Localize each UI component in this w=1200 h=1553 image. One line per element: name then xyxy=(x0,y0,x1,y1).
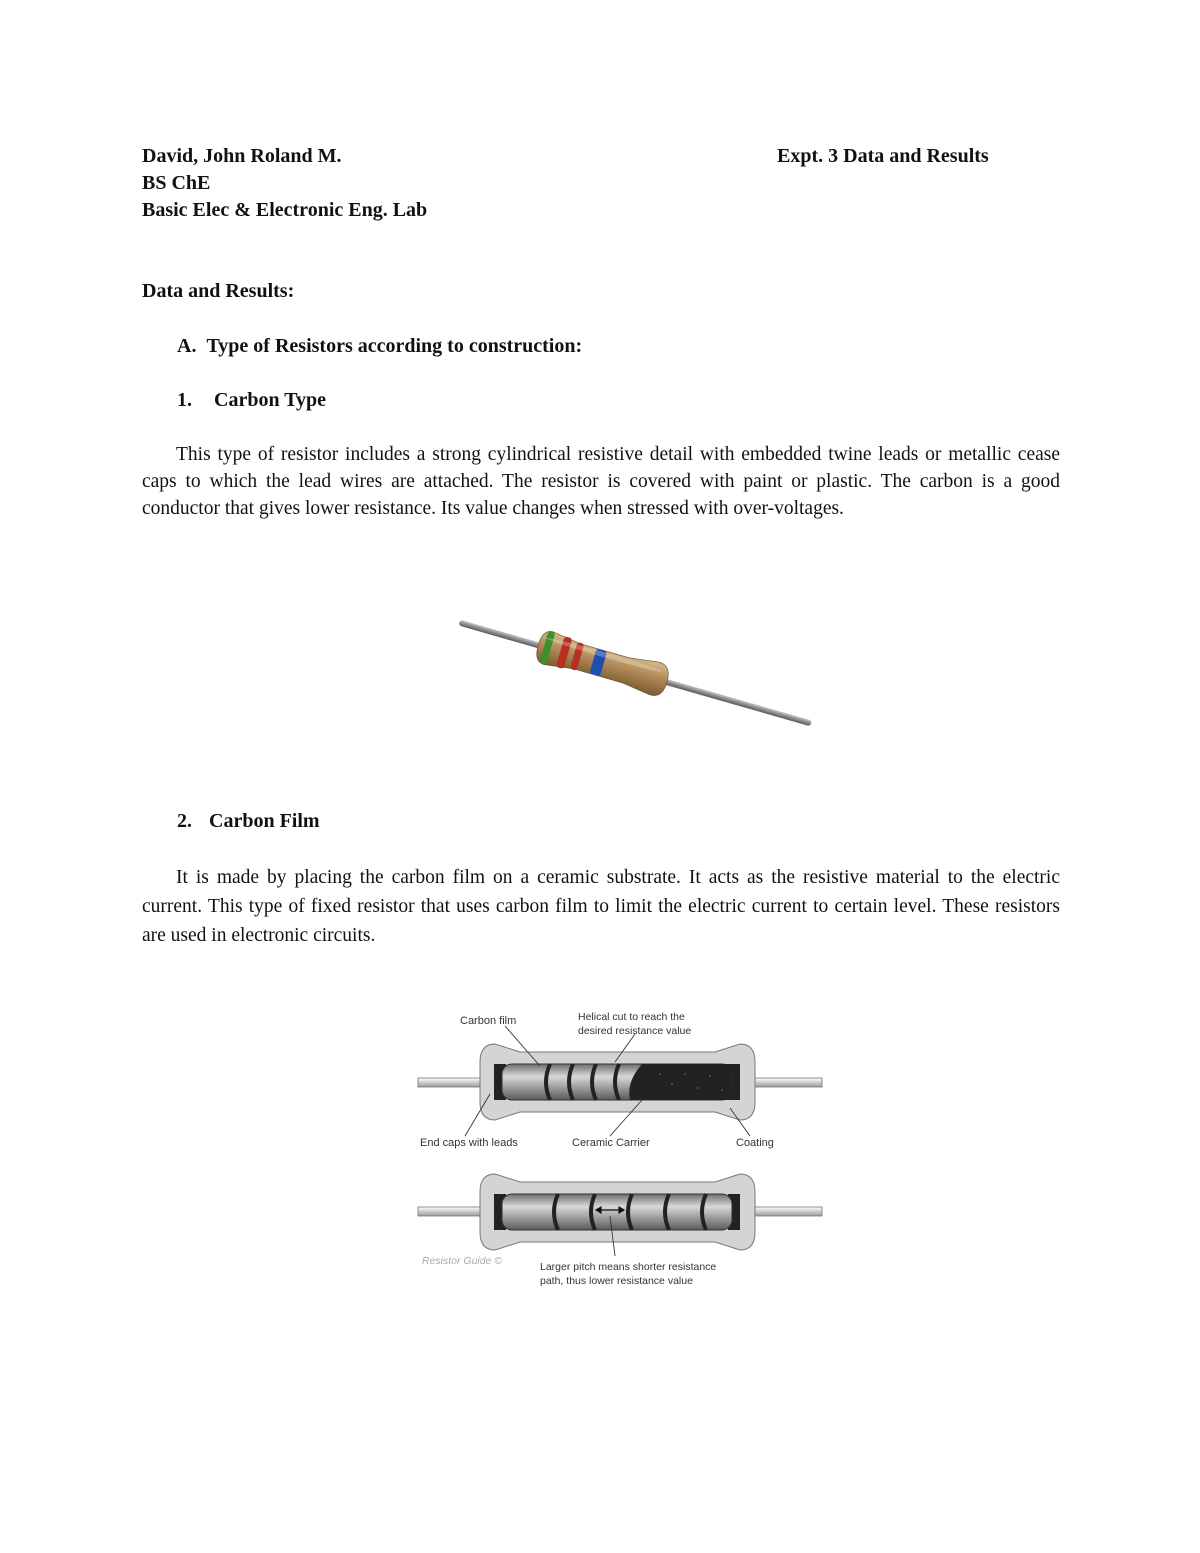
carbon-resistor-image xyxy=(450,612,820,736)
label-carbon-film: Carbon film xyxy=(460,1015,517,1027)
label-watermark: Resistor Guide © xyxy=(422,1255,503,1267)
item-number: 2. xyxy=(177,810,192,832)
item-title: Carbon Type xyxy=(214,389,327,411)
item-heading-carbon-film xyxy=(177,808,320,835)
author-name: David, John Roland M. xyxy=(142,145,342,167)
section-title: Data and Results: xyxy=(142,280,295,302)
ceramic-carrier xyxy=(502,1194,732,1230)
degree-program: BS ChE xyxy=(142,172,211,194)
label-coating: Coating xyxy=(736,1137,774,1149)
top-resistor xyxy=(418,1011,822,1149)
course-name: Basic Elec & Electronic Eng. Lab xyxy=(142,199,428,221)
item-number: 1. xyxy=(177,389,192,411)
paragraph-carbon-type: This type of resistor includes a strong cylindrical resistive detail with embedded twine leads or metallic cease caps to which the lead wires are attached. The resistor is covered with paint or plastic. The carbon is a good conductor that gives lower resistance. Its value changes when stressed with over-voltages. xyxy=(142,444,1060,519)
label-helical-line1: Helical cut to reach the xyxy=(578,1011,685,1023)
label-ceramic: Ceramic Carrier xyxy=(572,1137,650,1149)
subsection-marker: A. xyxy=(177,335,197,357)
label-pitch-line1: Larger pitch means shorter resistance xyxy=(540,1261,717,1273)
label-end-caps: End caps with leads xyxy=(420,1137,518,1149)
experiment-title: Expt. 3 Data and Results xyxy=(777,145,989,167)
bottom-resistor xyxy=(418,1174,822,1287)
resistor-shape xyxy=(455,612,816,736)
label-pitch-line2: path, thus lower resistance value xyxy=(540,1275,693,1287)
carbon-film-diagram xyxy=(410,1004,830,1294)
subsection-heading xyxy=(177,333,582,360)
carbon-film-layer xyxy=(629,1064,732,1100)
label-helical-line2: desired resistance value xyxy=(578,1025,692,1037)
item-heading-carbon-type xyxy=(177,387,326,414)
paragraph-carbon-film: It is made by placing the carbon film on a ceramic substrate. It acts as the resistive material to the electric current. This type of fixed resistor that uses carbon film to limit the electric current to certain level. These resistors are used in electronic circuits. xyxy=(142,867,1060,946)
item-title: Carbon Film xyxy=(209,810,320,832)
subsection-title: Type of Resistors according to construction: xyxy=(206,335,583,357)
